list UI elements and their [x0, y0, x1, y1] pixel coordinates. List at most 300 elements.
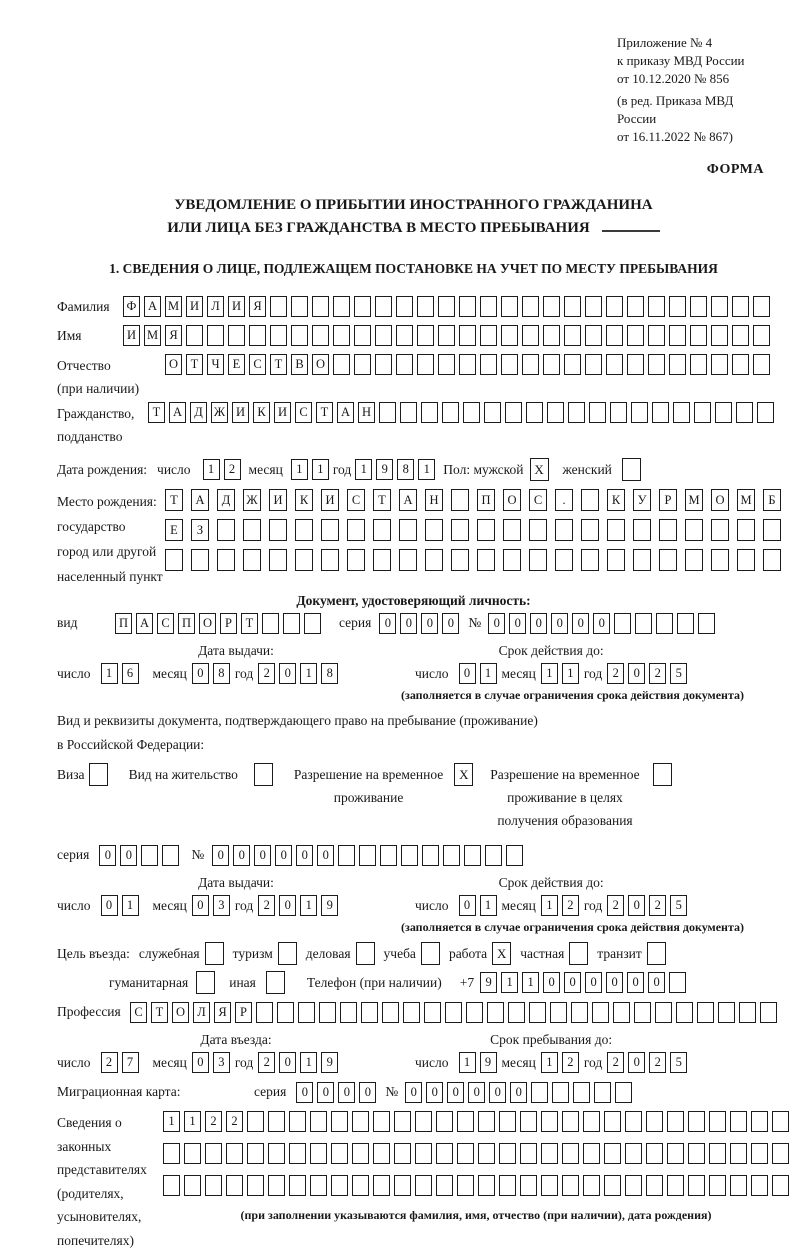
char-box[interactable]: 1 — [300, 663, 317, 684]
char-box[interactable]: 2 — [562, 1052, 579, 1073]
char-box[interactable] — [541, 1111, 558, 1132]
char-box[interactable]: 5 — [670, 663, 687, 684]
char-box[interactable] — [478, 1175, 495, 1196]
char-box[interactable] — [396, 354, 413, 375]
char-box[interactable] — [506, 845, 523, 866]
char-box[interactable]: 0 — [627, 972, 644, 993]
char-box[interactable] — [562, 1111, 579, 1132]
char-box[interactable] — [669, 972, 686, 993]
char-box[interactable]: А — [191, 489, 209, 511]
char-box[interactable] — [529, 1002, 546, 1023]
char-box[interactable]: 2 — [649, 895, 666, 916]
char-box[interactable] — [541, 1143, 558, 1164]
char-box[interactable] — [436, 1111, 453, 1132]
char-box[interactable] — [667, 1111, 684, 1132]
char-box[interactable] — [484, 402, 501, 423]
char-box[interactable]: 9 — [480, 1052, 497, 1073]
char-box[interactable] — [487, 1002, 504, 1023]
char-box[interactable]: Т — [148, 402, 165, 423]
char-box[interactable] — [438, 296, 455, 317]
char-box[interactable] — [424, 1002, 441, 1023]
char-box[interactable] — [436, 1175, 453, 1196]
char-box[interactable] — [463, 402, 480, 423]
char-box[interactable] — [415, 1175, 432, 1196]
char-box[interactable] — [321, 519, 339, 541]
char-box[interactable] — [457, 1111, 474, 1132]
char-box[interactable] — [594, 1082, 611, 1103]
char-box[interactable] — [207, 325, 224, 346]
char-box[interactable] — [583, 1111, 600, 1132]
char-box[interactable] — [659, 549, 677, 571]
char-box[interactable]: О — [199, 613, 216, 634]
char-box[interactable]: 1 — [355, 459, 372, 480]
char-box[interactable] — [352, 1111, 369, 1132]
char-box[interactable] — [688, 1143, 705, 1164]
char-box[interactable] — [604, 1111, 621, 1132]
char-box[interactable]: 0 — [468, 1082, 485, 1103]
char-box[interactable] — [571, 1002, 588, 1023]
checkbox-rabota[interactable]: X — [492, 942, 511, 965]
char-box[interactable]: 1 — [101, 663, 118, 684]
char-box[interactable]: Т — [186, 354, 203, 375]
char-box[interactable]: 1 — [418, 459, 435, 480]
char-box[interactable]: 0 — [192, 663, 209, 684]
char-box[interactable] — [499, 1143, 516, 1164]
char-box[interactable]: 0 — [279, 1052, 296, 1073]
char-box[interactable] — [685, 549, 703, 571]
char-box[interactable]: 0 — [338, 1082, 355, 1103]
char-box[interactable] — [583, 1143, 600, 1164]
char-box[interactable] — [379, 402, 396, 423]
char-box[interactable] — [310, 1143, 327, 1164]
char-box[interactable] — [669, 325, 686, 346]
char-box[interactable] — [581, 519, 599, 541]
char-box[interactable] — [499, 1175, 516, 1196]
char-box[interactable]: А — [169, 402, 186, 423]
char-box[interactable] — [457, 1175, 474, 1196]
char-box[interactable] — [480, 354, 497, 375]
char-box[interactable]: И — [274, 402, 291, 423]
char-box[interactable]: 7 — [122, 1052, 139, 1073]
char-box[interactable] — [737, 549, 755, 571]
char-box[interactable] — [373, 519, 391, 541]
char-box[interactable] — [163, 1175, 180, 1196]
char-box[interactable] — [607, 519, 625, 541]
char-box[interactable] — [443, 845, 460, 866]
char-box[interactable] — [763, 519, 781, 541]
char-box[interactable] — [614, 613, 631, 634]
char-box[interactable]: Я — [165, 325, 182, 346]
char-box[interactable] — [451, 519, 469, 541]
char-box[interactable]: И — [228, 296, 245, 317]
char-box[interactable]: 1 — [480, 895, 497, 916]
char-box[interactable] — [247, 1175, 264, 1196]
char-box[interactable] — [396, 296, 413, 317]
char-box[interactable] — [581, 489, 599, 511]
char-box[interactable]: 1 — [312, 459, 329, 480]
char-box[interactable]: 2 — [258, 663, 275, 684]
char-box[interactable] — [295, 519, 313, 541]
char-box[interactable] — [269, 519, 287, 541]
char-box[interactable] — [459, 354, 476, 375]
char-box[interactable]: 1 — [459, 1052, 476, 1073]
char-box[interactable] — [655, 1002, 672, 1023]
char-box[interactable] — [732, 325, 749, 346]
char-box[interactable]: 1 — [122, 895, 139, 916]
char-box[interactable]: Я — [249, 296, 266, 317]
char-box[interactable]: 0 — [99, 845, 116, 866]
char-box[interactable]: И — [269, 489, 287, 511]
char-box[interactable]: Т — [151, 1002, 168, 1023]
char-box[interactable] — [331, 1111, 348, 1132]
char-box[interactable]: 0 — [400, 613, 417, 634]
char-box[interactable] — [688, 1111, 705, 1132]
char-box[interactable]: 2 — [607, 895, 624, 916]
char-box[interactable] — [772, 1111, 789, 1132]
char-box[interactable]: 3 — [213, 895, 230, 916]
char-box[interactable] — [711, 549, 729, 571]
char-box[interactable]: О — [503, 489, 521, 511]
char-box[interactable] — [772, 1175, 789, 1196]
char-box[interactable]: 8 — [321, 663, 338, 684]
checkbox-temp-residence[interactable]: X — [454, 763, 473, 786]
char-box[interactable] — [162, 845, 179, 866]
checkbox-male[interactable]: X — [530, 458, 549, 481]
char-box[interactable]: И — [321, 489, 339, 511]
char-box[interactable]: П — [115, 613, 132, 634]
checkbox-turizm[interactable] — [278, 942, 297, 965]
char-box[interactable]: 1 — [300, 895, 317, 916]
char-box[interactable]: Н — [425, 489, 443, 511]
char-box[interactable] — [310, 1111, 327, 1132]
char-box[interactable]: 3 — [213, 1052, 230, 1073]
char-box[interactable]: . — [555, 489, 573, 511]
char-box[interactable] — [217, 549, 235, 571]
char-box[interactable] — [436, 1143, 453, 1164]
char-box[interactable] — [613, 1002, 630, 1023]
char-box[interactable] — [417, 354, 434, 375]
char-box[interactable]: М — [737, 489, 755, 511]
char-box[interactable]: 0 — [593, 613, 610, 634]
char-box[interactable]: 9 — [321, 1052, 338, 1073]
char-box[interactable]: Д — [190, 402, 207, 423]
char-box[interactable] — [543, 325, 560, 346]
char-box[interactable]: 0 — [628, 895, 645, 916]
checkbox-sluzhebnaya[interactable] — [205, 942, 224, 965]
char-box[interactable]: 8 — [397, 459, 414, 480]
char-box[interactable]: 1 — [203, 459, 220, 480]
char-box[interactable] — [373, 1143, 390, 1164]
char-box[interactable]: 9 — [480, 972, 497, 993]
char-box[interactable] — [690, 354, 707, 375]
char-box[interactable] — [400, 402, 417, 423]
char-box[interactable] — [417, 325, 434, 346]
char-box[interactable] — [685, 519, 703, 541]
char-box[interactable]: 0 — [564, 972, 581, 993]
char-box[interactable] — [478, 1143, 495, 1164]
char-box[interactable]: 1 — [522, 972, 539, 993]
char-box[interactable] — [606, 354, 623, 375]
char-box[interactable]: 0 — [572, 613, 589, 634]
char-box[interactable] — [627, 354, 644, 375]
char-box[interactable] — [459, 325, 476, 346]
char-box[interactable] — [312, 325, 329, 346]
char-box[interactable]: 0 — [101, 895, 118, 916]
char-box[interactable] — [247, 1143, 264, 1164]
char-box[interactable] — [562, 1143, 579, 1164]
char-box[interactable] — [753, 296, 770, 317]
char-box[interactable] — [163, 1143, 180, 1164]
char-box[interactable] — [543, 354, 560, 375]
char-box[interactable] — [690, 296, 707, 317]
char-box[interactable] — [331, 1175, 348, 1196]
checkbox-ucheba[interactable] — [421, 942, 440, 965]
char-box[interactable] — [480, 325, 497, 346]
char-box[interactable] — [694, 402, 711, 423]
char-box[interactable]: 5 — [670, 1052, 687, 1073]
char-box[interactable]: Б — [763, 489, 781, 511]
char-box[interactable] — [262, 613, 279, 634]
char-box[interactable] — [451, 489, 469, 511]
char-box[interactable]: О — [165, 354, 182, 375]
char-box[interactable]: 2 — [101, 1052, 118, 1073]
char-box[interactable] — [268, 1143, 285, 1164]
char-box[interactable] — [737, 519, 755, 541]
char-box[interactable]: К — [253, 402, 270, 423]
char-box[interactable] — [354, 325, 371, 346]
char-box[interactable] — [270, 325, 287, 346]
char-box[interactable] — [354, 296, 371, 317]
char-box[interactable]: У — [633, 489, 651, 511]
char-box[interactable]: Л — [193, 1002, 210, 1023]
char-box[interactable]: 0 — [379, 613, 396, 634]
char-box[interactable] — [499, 1111, 516, 1132]
char-box[interactable] — [373, 1175, 390, 1196]
char-box[interactable] — [361, 1002, 378, 1023]
checkbox-inaya[interactable] — [266, 971, 285, 994]
char-box[interactable] — [442, 402, 459, 423]
char-box[interactable]: 0 — [459, 663, 476, 684]
char-box[interactable] — [526, 402, 543, 423]
char-box[interactable] — [648, 354, 665, 375]
char-box[interactable]: Е — [165, 519, 183, 541]
char-box[interactable] — [243, 549, 261, 571]
char-box[interactable] — [291, 325, 308, 346]
char-box[interactable]: 1 — [184, 1111, 201, 1132]
char-box[interactable]: Ж — [243, 489, 261, 511]
checkbox-delovaya[interactable] — [356, 942, 375, 965]
char-box[interactable]: В — [291, 354, 308, 375]
char-box[interactable] — [478, 1111, 495, 1132]
checkbox-tranzit[interactable] — [647, 942, 666, 965]
char-box[interactable]: 9 — [321, 895, 338, 916]
char-box[interactable]: 0 — [551, 613, 568, 634]
char-box[interactable] — [451, 549, 469, 571]
char-box[interactable] — [422, 845, 439, 866]
char-box[interactable] — [763, 549, 781, 571]
char-box[interactable] — [457, 1143, 474, 1164]
char-box[interactable]: Д — [217, 489, 235, 511]
char-box[interactable] — [310, 1175, 327, 1196]
char-box[interactable] — [718, 1002, 735, 1023]
char-box[interactable] — [503, 519, 521, 541]
char-box[interactable] — [543, 296, 560, 317]
char-box[interactable]: 0 — [359, 1082, 376, 1103]
char-box[interactable] — [615, 1082, 632, 1103]
char-box[interactable]: 1 — [300, 1052, 317, 1073]
char-box[interactable] — [730, 1143, 747, 1164]
char-box[interactable] — [375, 325, 392, 346]
char-box[interactable]: 0 — [421, 613, 438, 634]
char-box[interactable]: С — [249, 354, 266, 375]
char-box[interactable] — [217, 519, 235, 541]
char-box[interactable] — [690, 325, 707, 346]
char-box[interactable]: 0 — [509, 613, 526, 634]
char-box[interactable] — [757, 402, 774, 423]
char-box[interactable]: С — [295, 402, 312, 423]
char-box[interactable] — [141, 845, 158, 866]
char-box[interactable] — [656, 613, 673, 634]
char-box[interactable]: 2 — [258, 1052, 275, 1073]
char-box[interactable] — [667, 1143, 684, 1164]
char-box[interactable]: К — [295, 489, 313, 511]
char-box[interactable] — [505, 402, 522, 423]
char-box[interactable] — [394, 1175, 411, 1196]
char-box[interactable] — [697, 1002, 714, 1023]
char-box[interactable] — [711, 519, 729, 541]
char-box[interactable] — [333, 325, 350, 346]
char-box[interactable]: Я — [214, 1002, 231, 1023]
char-box[interactable]: 0 — [447, 1082, 464, 1103]
char-box[interactable]: 0 — [543, 972, 560, 993]
char-box[interactable] — [340, 1002, 357, 1023]
char-box[interactable] — [425, 549, 443, 571]
char-box[interactable] — [633, 549, 651, 571]
char-box[interactable] — [520, 1175, 537, 1196]
char-box[interactable] — [321, 549, 339, 571]
char-box[interactable] — [520, 1143, 537, 1164]
char-box[interactable] — [304, 613, 321, 634]
char-box[interactable] — [592, 1002, 609, 1023]
char-box[interactable] — [205, 1175, 222, 1196]
char-box[interactable] — [541, 1175, 558, 1196]
char-box[interactable]: 8 — [213, 663, 230, 684]
char-box[interactable] — [709, 1143, 726, 1164]
char-box[interactable] — [589, 402, 606, 423]
char-box[interactable] — [562, 1175, 579, 1196]
char-box[interactable]: 0 — [317, 845, 334, 866]
char-box[interactable] — [466, 1002, 483, 1023]
char-box[interactable] — [417, 296, 434, 317]
char-box[interactable]: 0 — [192, 1052, 209, 1073]
char-box[interactable]: 0 — [254, 845, 271, 866]
char-box[interactable]: 0 — [426, 1082, 443, 1103]
char-box[interactable] — [646, 1175, 663, 1196]
char-box[interactable] — [312, 296, 329, 317]
char-box[interactable]: 0 — [489, 1082, 506, 1103]
char-box[interactable]: А — [399, 489, 417, 511]
char-box[interactable]: 1 — [562, 663, 579, 684]
checkbox-gumanitarnaya[interactable] — [196, 971, 215, 994]
char-box[interactable] — [648, 325, 665, 346]
char-box[interactable] — [319, 1002, 336, 1023]
char-box[interactable]: М — [144, 325, 161, 346]
char-box[interactable]: Т — [316, 402, 333, 423]
char-box[interactable]: 2 — [224, 459, 241, 480]
char-box[interactable]: М — [165, 296, 182, 317]
char-box[interactable]: 2 — [205, 1111, 222, 1132]
char-box[interactable] — [555, 519, 573, 541]
char-box[interactable] — [380, 845, 397, 866]
char-box[interactable] — [610, 402, 627, 423]
char-box[interactable]: 0 — [192, 895, 209, 916]
char-box[interactable] — [480, 296, 497, 317]
char-box[interactable] — [247, 1111, 264, 1132]
char-box[interactable] — [555, 549, 573, 571]
char-box[interactable] — [627, 325, 644, 346]
char-box[interactable] — [394, 1111, 411, 1132]
char-box[interactable]: 1 — [541, 663, 558, 684]
char-box[interactable]: 0 — [279, 895, 296, 916]
char-box[interactable] — [583, 1175, 600, 1196]
char-box[interactable] — [753, 325, 770, 346]
char-box[interactable] — [205, 1143, 222, 1164]
char-box[interactable] — [373, 549, 391, 571]
char-box[interactable] — [564, 296, 581, 317]
char-box[interactable] — [269, 549, 287, 571]
char-box[interactable] — [485, 845, 502, 866]
char-box[interactable] — [606, 296, 623, 317]
char-box[interactable]: С — [347, 489, 365, 511]
char-box[interactable]: М — [685, 489, 703, 511]
char-box[interactable]: И — [186, 296, 203, 317]
checkbox-chastnaya[interactable] — [569, 942, 588, 965]
char-box[interactable] — [573, 1082, 590, 1103]
char-box[interactable] — [625, 1143, 642, 1164]
char-box[interactable]: С — [529, 489, 547, 511]
checkbox-visa[interactable] — [89, 763, 108, 786]
char-box[interactable] — [289, 1111, 306, 1132]
char-box[interactable]: 2 — [607, 1052, 624, 1073]
char-box[interactable] — [709, 1175, 726, 1196]
char-box[interactable] — [676, 1002, 693, 1023]
char-box[interactable] — [289, 1143, 306, 1164]
char-box[interactable] — [352, 1143, 369, 1164]
char-box[interactable] — [184, 1175, 201, 1196]
char-box[interactable] — [508, 1002, 525, 1023]
char-box[interactable]: 0 — [459, 895, 476, 916]
char-box[interactable] — [184, 1143, 201, 1164]
char-box[interactable] — [715, 402, 732, 423]
char-box[interactable]: 2 — [258, 895, 275, 916]
char-box[interactable] — [501, 325, 518, 346]
char-box[interactable]: 2 — [562, 895, 579, 916]
char-box[interactable]: О — [711, 489, 729, 511]
char-box[interactable]: Р — [659, 489, 677, 511]
char-box[interactable]: Ж — [211, 402, 228, 423]
char-box[interactable] — [375, 354, 392, 375]
char-box[interactable] — [503, 549, 521, 571]
char-box[interactable] — [531, 1082, 548, 1103]
char-box[interactable]: Н — [358, 402, 375, 423]
char-box[interactable] — [399, 549, 417, 571]
char-box[interactable]: 2 — [649, 663, 666, 684]
char-box[interactable]: 0 — [405, 1082, 422, 1103]
checkbox-residence-permit[interactable] — [254, 763, 273, 786]
char-box[interactable]: К — [607, 489, 625, 511]
char-box[interactable] — [295, 549, 313, 571]
char-box[interactable] — [331, 1143, 348, 1164]
